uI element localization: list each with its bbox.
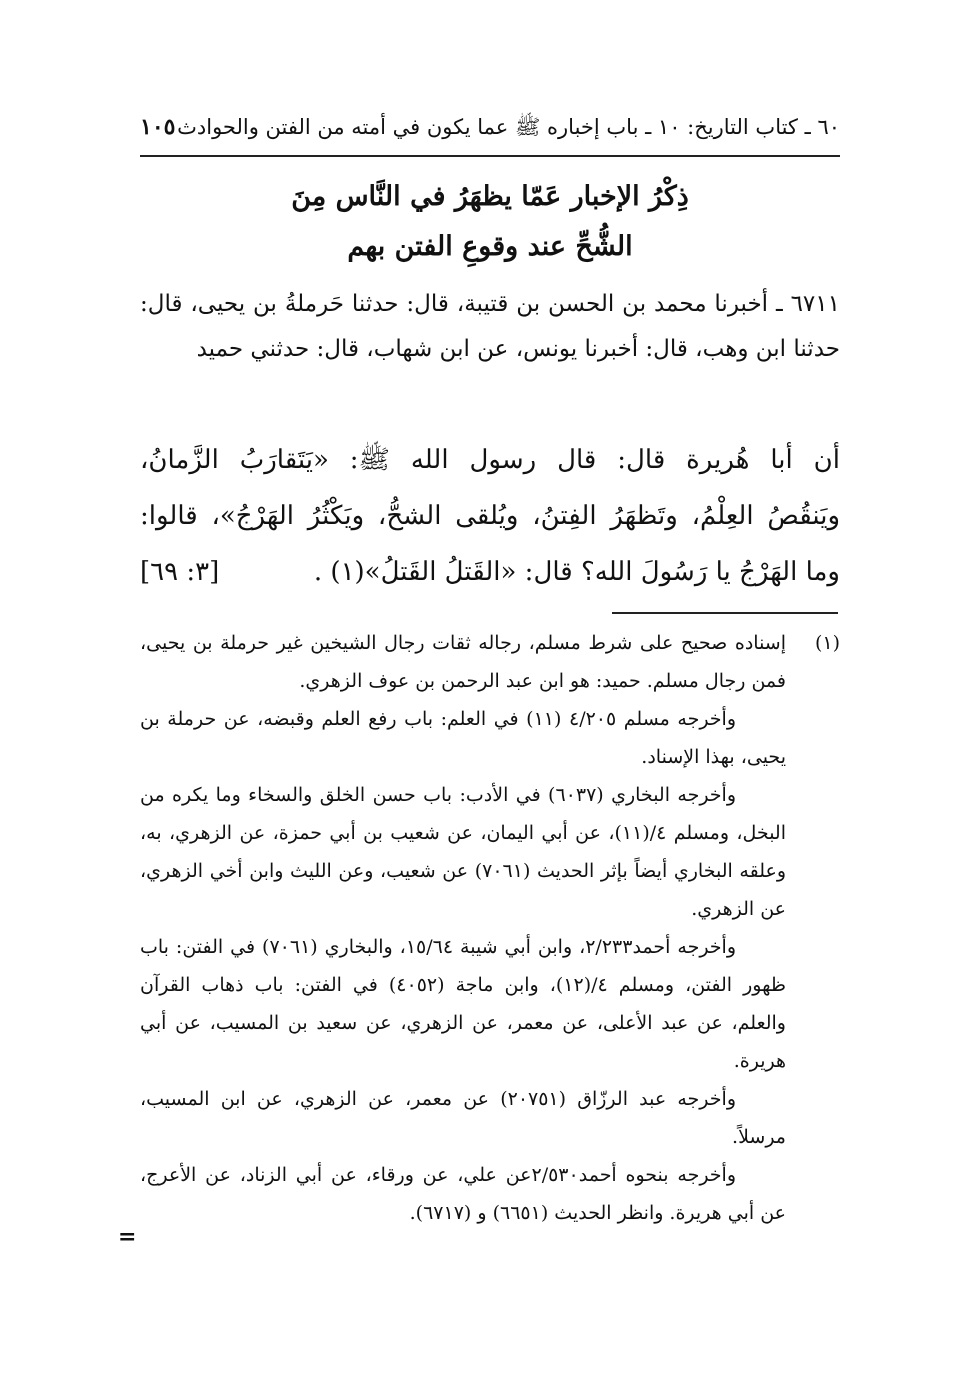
footnote-paragraph-3	[140, 776, 840, 928]
footnote-paragraph-6	[140, 1156, 840, 1232]
section-title	[140, 172, 840, 272]
footnote-text-2: وأخرجه مسلم ٤/٢٠٥ (١١) في العلم: باب رفع العلم وقبضه، عن حرملة بن يحيى، بهذا الإسناد.	[140, 708, 786, 768]
footnote-marker: (١)	[814, 632, 840, 654]
matn-line-3	[140, 544, 840, 600]
footnote-text-4: وأخرجه أحمد٢/٢٣٣، وابن أبي شيبة ١٥/٦٤، والبخاري (٧٠٦١) في الفتن: باب ظهور الفتن، ومسلم ٤/(١٢)، وابن ماجة (٤٠٥٢) في الفتن: باب ذهاب القرآن والعلم، عن عبد الأعلى، عن معمر، عن الزهري، عن سعيد بن المسيب، عن أبي هريرة.	[140, 936, 786, 1072]
matn-line-2: ويَنقُصُ العِلْمُ، وتَظهَرُ الفِتنُ، ويُلقى الشحُّ، ويَكْثُرُ الهَرْجُ»، قالوا:	[140, 501, 840, 531]
footnote-paragraph-2	[140, 700, 840, 776]
running-header	[140, 110, 840, 144]
hadith-matn	[140, 432, 840, 600]
continuation-mark: =	[118, 1224, 137, 1250]
hadith-isnad: ٦٧١١ ـ أخبرنا محمد بن الحسن بن قتيبة، قال: حدثنا حَرملةُ بن يحيى، قال: حدثنا ابن وهب، قال: أخبرنا يونس، عن ابن شهاب، قال: حدثني حميد	[140, 291, 840, 362]
footnote-text-3: وأخرجه البخاري (٦٠٣٧) في الأدب: باب حسن الخلق والسخاء وما يكره من البخل، ومسلم ٤/(١١)، عن أبي اليمان، عن شعيب بن أبي حمزة، عن الزهري، به، وعلقه البخاري أيضاً بإثر الحديث (٧٠٦١) عن شعيب، وعن الليث وابن أخي الزهري، عن الزهري.	[140, 784, 787, 920]
footnote-paragraph-4	[140, 928, 840, 1080]
footnotes	[140, 624, 840, 1232]
footnote-divider	[612, 612, 838, 614]
header-divider	[140, 155, 840, 157]
footnote-paragraph-5	[140, 1080, 840, 1156]
footnote-text-1: إسناده صحيح على شرط مسلم، رجاله ثقات رجال الشيخين غير حرملة بن يحيى، فمن رجال مسلم. حميد: هو ابن عبد الرحمن بن عوف الزهري.	[140, 632, 786, 692]
footnote-paragraph-1	[140, 624, 840, 700]
section-title-line-1: ذِكْرُ الإخبار عَمّا يظهَرُ في النَّاس مِنَ	[291, 181, 689, 212]
footnote-text-5: وأخرجه عبد الرزّاق (٢٠٧٥١) عن معمر، عن الزهري، عن ابن المسيب، مرسلاً.	[140, 1088, 786, 1148]
header-title: ٦٠ ـ كتاب التاريخ: ١٠ ـ باب إخباره ﷺ عما يكون في أمته من الفتن والحوادث	[177, 115, 840, 139]
hadith-reference: [٣: ٦٩]	[140, 557, 220, 587]
section-title-line-2: الشُّحِّ عند وقوعِ الفتن بهم	[347, 231, 633, 262]
matn-line-3-text: وما الهَرْجُ يا رَسُولَ الله؟ قال: «القَتلُ القَتلُ»(١) .	[313, 557, 840, 587]
matn-line-1: أن أبا هُريرة قال: قال رسول الله ﷺ: «يَتَقارَبُ الزَّمانُ،	[140, 445, 840, 475]
page-number: ١٠٥	[140, 114, 176, 140]
footnote-text-6: وأخرجه بنحوه أحمد٢/٥٣٠عن علي، عن ورقاء، عن أبي الزناد، عن الأعرج، عن أبي هريرة. وانظر الحديث (٦٦٥١) و (٦٧١٧).	[140, 1164, 786, 1224]
